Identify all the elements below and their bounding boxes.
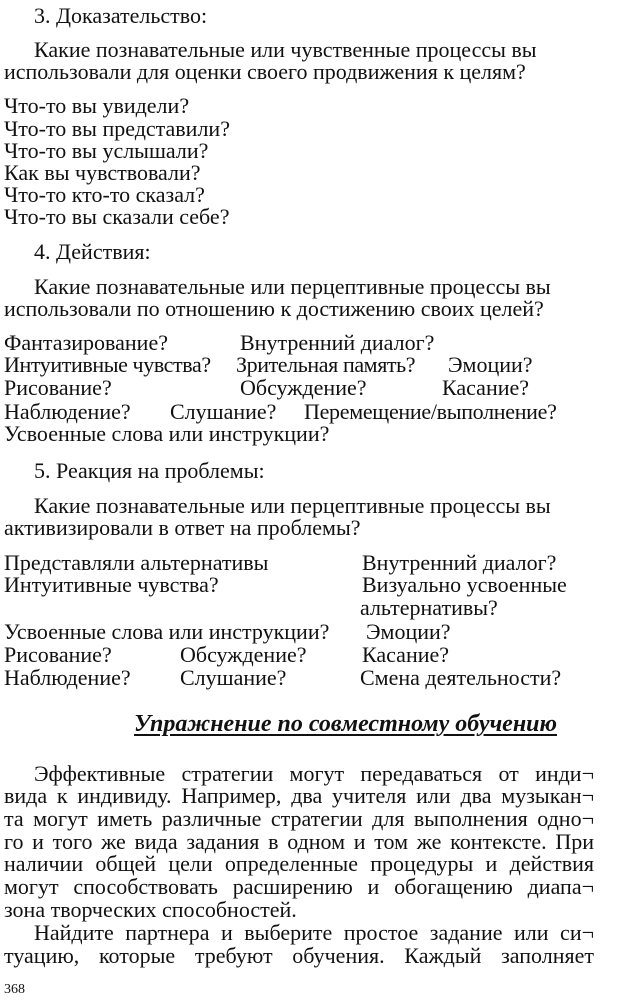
section-3-question-line-1: Какие познавательные или чувственные процессы вы [34, 37, 537, 62]
option-visual-alternatives-cont: альтернативы? [360, 595, 498, 620]
option-drawing: Рисование? [4, 375, 112, 400]
exercise-paragraph-line: Найдите партнера и выберите простое задание или си¬ [34, 920, 594, 945]
section-4-question-line-2: использовали по отношению к достижению своих целей? [4, 296, 544, 321]
option-discussion: Обсуждение? [240, 375, 367, 400]
page-number: 368 [4, 982, 25, 997]
option-movement: Перемещение/выполнение? [304, 399, 557, 424]
option-touch: Касание? [442, 375, 530, 400]
exercise-paragraph-line: вида к индивиду. Например, два учителя или два музыкан¬ [4, 783, 594, 808]
exercise-paragraph-line: наличии общей цели определенные процедуры и действия [4, 851, 594, 876]
section-5-question-line-1: Какие познавательные или перцептивные процессы вы [34, 493, 551, 518]
option-listening: Слушание? [180, 665, 287, 690]
option-learned-words: Усвоенные слова или инструкции? [4, 421, 330, 446]
section-5-heading: 5. Реакция на проблемы: [34, 458, 265, 483]
section-3-item: Что-то вы увидели? [4, 93, 190, 118]
section-5-question-line-2: активизировали в ответ на проблемы? [4, 515, 361, 540]
option-visual-memory: Зрительная память? [236, 352, 416, 377]
exercise-paragraph-line: го и того же вида задания в одном и том же контексте. При [4, 829, 594, 854]
exercise-paragraph-line: Эффективные стратегии могут передаваться от инди¬ [34, 761, 594, 786]
section-3-item: Что-то вы представили? [4, 116, 230, 141]
section-4-heading: 4. Действия: [34, 239, 151, 264]
exercise-title: Упражнение по совместному обучению [134, 711, 558, 737]
option-touch: Касание? [362, 642, 450, 667]
option-emotions: Эмоции? [366, 619, 451, 644]
exercise-paragraph-line: зона творческих способностей. [4, 897, 297, 922]
option-inner-dialogue: Внутренний диалог? [362, 550, 557, 575]
section-3-item: Что-то вы услышали? [4, 138, 209, 163]
option-alternatives: Представляли альтернативы [4, 550, 269, 575]
section-3-item: Что-то вы сказали себе? [4, 204, 230, 229]
section-3-question-line-2: использовали для оценки своего продвижения к целям? [4, 59, 526, 84]
option-fantasizing: Фантазирование? [4, 330, 168, 355]
exercise-paragraph-line: та могут иметь различные стратегии для выполнения одно¬ [4, 806, 594, 831]
option-observation: Наблюдение? [4, 665, 131, 690]
option-discussion: Обсуждение? [180, 642, 307, 667]
exercise-paragraph-line: туацию, которые требуют обучения. Каждый заполняет [4, 943, 594, 968]
section-4-question-line-1: Какие познавательные или перцептивные процессы вы [34, 274, 551, 299]
option-visual-alternatives: Визуально усвоенные [362, 572, 567, 597]
section-3-heading: 3. Доказательство: [34, 3, 208, 28]
option-drawing: Рисование? [4, 642, 112, 667]
option-observation: Наблюдение? [4, 399, 131, 424]
option-intuitive-feelings: Интуитивные чувства? [4, 572, 219, 597]
option-learned-words: Усвоенные слова или инструкции? [4, 619, 330, 644]
option-intuitive-feelings: Интуитивные чувства? [4, 352, 211, 377]
option-emotions: Эмоции? [448, 352, 533, 377]
section-3-item: Что-то кто-то сказал? [4, 182, 205, 207]
exercise-paragraph-line: могут способствовать расширению и обогащению диапа¬ [4, 874, 594, 899]
option-inner-dialogue: Внутренний диалог? [240, 330, 435, 355]
option-listening: Слушание? [170, 399, 277, 424]
section-3-item: Как вы чувствовали? [4, 160, 201, 185]
option-activity-change: Смена деятельности? [360, 665, 562, 690]
